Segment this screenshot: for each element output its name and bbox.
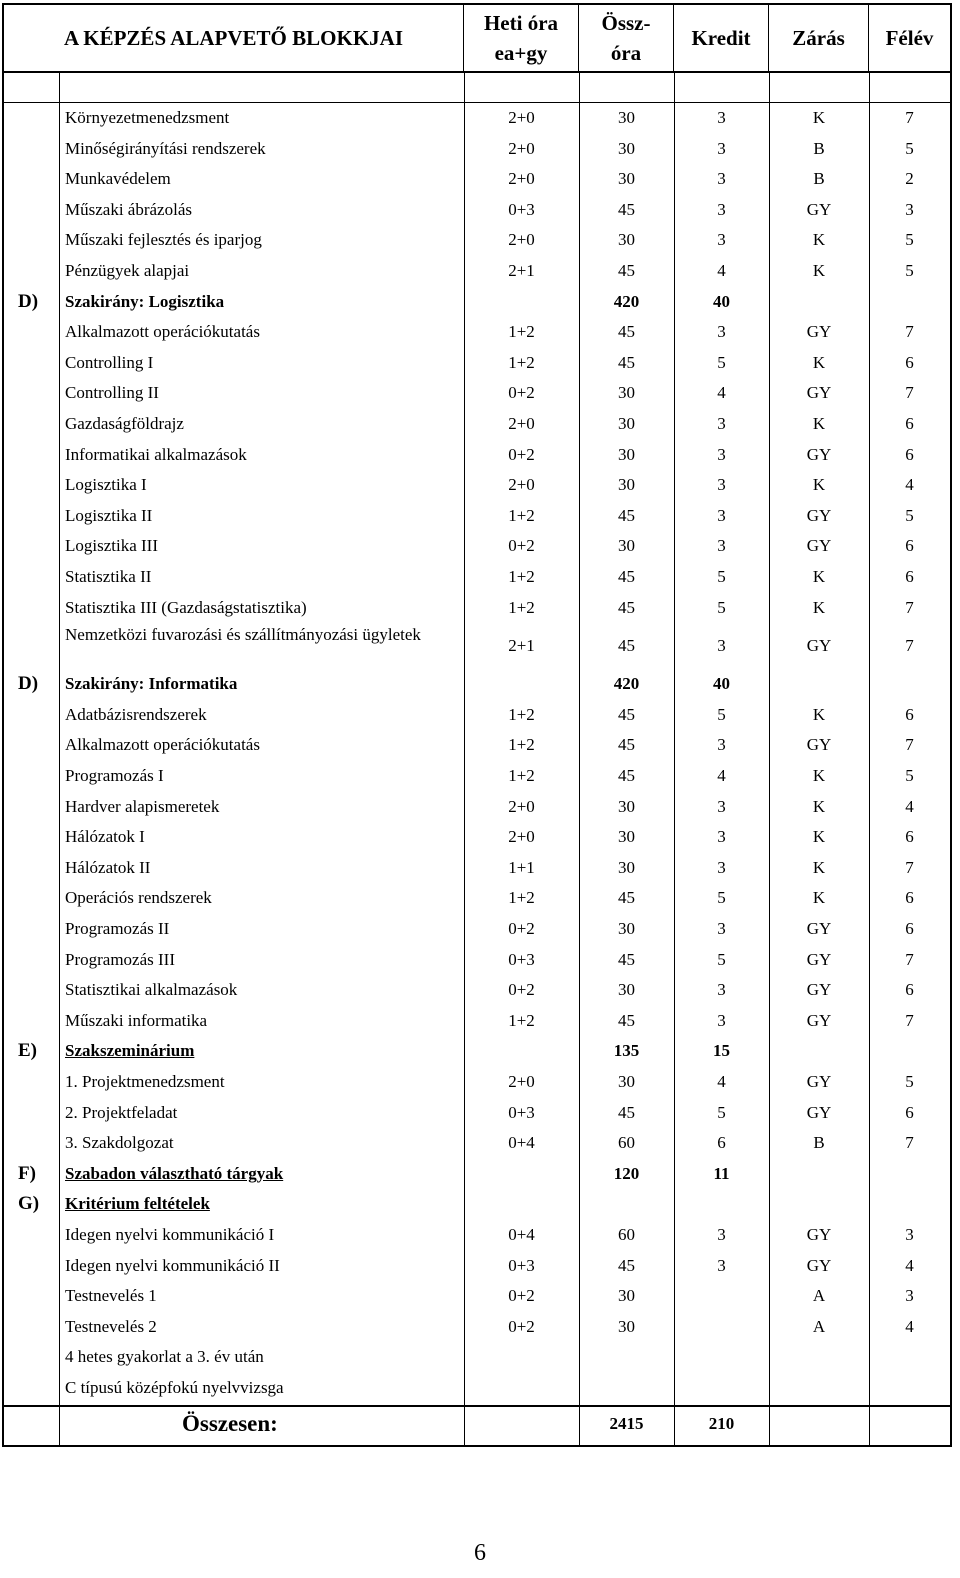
cell-ora: 30 (618, 1072, 635, 1091)
cell-zaras: K (812, 888, 826, 908)
cell-kredit: 3 (717, 169, 726, 189)
cell-felev: 6 (905, 444, 914, 464)
page-number: 6 (474, 1540, 486, 1566)
cell-ora: 30 (618, 138, 635, 158)
cell-kredit: 11 (713, 1163, 730, 1183)
cell-heti: 0+2 (508, 444, 535, 464)
cell-zaras: K (812, 352, 826, 372)
cell-ora: 45 (618, 636, 635, 656)
cell-felev: 6 (905, 888, 914, 908)
cell-kredit: 4 (717, 383, 726, 403)
table-row (4, 501, 950, 531)
cell-zaras: K (812, 230, 826, 250)
table-row (4, 317, 950, 347)
cell-zaras: GY (806, 1255, 832, 1275)
cell-kredit: 4 (717, 261, 726, 280)
cell-felev: 5 (905, 138, 914, 158)
table-header (4, 5, 950, 73)
cell-felev: 5 (905, 230, 914, 250)
cell-kredit: 5 (717, 888, 726, 908)
cell-name: Logisztika I (65, 475, 147, 495)
cell-kredit: 3 (717, 827, 726, 847)
cell-ora: 45 (618, 322, 635, 342)
cell-felev: 7 (905, 597, 914, 617)
cell-kredit: 3 (717, 414, 726, 433)
table-row (4, 531, 950, 561)
cell-felev: 7 (905, 636, 914, 656)
table-row (4, 440, 950, 470)
total-hours: 2415 (609, 1414, 644, 1433)
cell-kredit: 3 (717, 857, 726, 877)
cell-ora: 45 (618, 704, 635, 724)
cell-kredit: 40 (713, 291, 730, 311)
cell-felev: 7 (905, 108, 914, 127)
table-row (4, 378, 950, 408)
cell-felev: 5 (905, 1072, 914, 1091)
cell-zaras: K (812, 704, 826, 724)
cell-zaras: K (812, 766, 826, 785)
cell-kredit: 3 (717, 980, 726, 1000)
cell-felev: 7 (905, 949, 914, 969)
cell-felev: 7 (905, 1133, 914, 1153)
cell-name: Idegen nyelvi kommunikáció I (65, 1225, 275, 1244)
cell-felev: 3 (905, 1286, 914, 1306)
cell-heti: 0+4 (508, 1225, 535, 1244)
cell-ora: 420 (613, 291, 640, 311)
cell-zaras: B (813, 169, 825, 189)
cell-heti: 1+2 (508, 567, 535, 586)
header-total-hours (579, 5, 674, 71)
cell-heti: 0+2 (508, 1316, 535, 1336)
table-row (4, 409, 950, 439)
table-row (4, 225, 950, 255)
cell-heti: 2+0 (508, 108, 535, 127)
section-letter: E) (18, 1040, 37, 1062)
cell-heti: 0+3 (508, 1255, 535, 1275)
section-row (4, 1159, 950, 1189)
section-row (4, 287, 950, 317)
table-row (4, 945, 950, 975)
cell-name: Hálózatok I (65, 827, 145, 847)
cell-felev: 6 (905, 827, 914, 847)
cell-name: Szabadon választható tárgyak (65, 1163, 284, 1183)
cell-heti: 0+2 (508, 1286, 535, 1306)
header-title: A KÉPZÉS ALAPVETŐ BLOKKJAI (4, 5, 464, 71)
cell-ora: 30 (618, 980, 635, 1000)
cell-name: Logisztika II (65, 505, 153, 525)
cell-kredit: 5 (717, 352, 726, 372)
curriculum-table (2, 3, 952, 1447)
cell-ora: 30 (618, 383, 635, 403)
cell-kredit: 4 (717, 766, 726, 785)
cell-heti: 0+3 (508, 199, 535, 219)
cell-heti: 0+3 (508, 1102, 535, 1122)
cell-heti: 0+2 (508, 980, 535, 1000)
cell-name: Környezetmenedzsment (65, 108, 230, 127)
table-row (4, 562, 950, 592)
cell-ora: 30 (618, 1286, 635, 1306)
cell-zaras: GY (806, 1225, 832, 1244)
cell-zaras: K (812, 261, 826, 280)
cell-name: Programozás I (65, 766, 164, 785)
cell-ora: 30 (618, 475, 635, 495)
header-weekly-hours (464, 5, 579, 71)
table-row (4, 195, 950, 225)
table-row (4, 1251, 950, 1281)
cell-felev: 6 (905, 414, 914, 433)
cell-ora: 60 (618, 1133, 635, 1153)
header-total-hours-line2: óra (610, 41, 642, 65)
cell-heti: 1+2 (508, 766, 535, 785)
cell-zaras: GY (806, 199, 832, 219)
cell-felev: 3 (905, 199, 914, 219)
cell-zaras: K (812, 108, 826, 127)
cell-ora: 30 (618, 827, 635, 847)
table-row (4, 164, 950, 194)
cell-kredit: 40 (713, 674, 730, 694)
cell-name: Statisztikai alkalmazások (65, 980, 238, 1000)
cell-felev: 5 (905, 505, 914, 525)
cell-ora: 30 (618, 169, 635, 189)
cell-zaras: GY (806, 1102, 832, 1122)
cell-kredit: 5 (717, 567, 726, 586)
cell-zaras: GY (806, 444, 832, 464)
cell-name: Hardver alapismeretek (65, 796, 220, 816)
table-row (4, 792, 950, 822)
cell-heti: 1+2 (508, 352, 535, 372)
cell-ora: 45 (618, 352, 635, 372)
cell-name: Szakirány: Informatika (65, 674, 238, 694)
cell-heti: 2+0 (508, 138, 535, 158)
cell-name: Informatikai alkalmazások (65, 444, 247, 464)
cell-ora: 30 (618, 796, 635, 816)
cell-kredit: 3 (717, 138, 726, 158)
cell-kredit: 6 (717, 1133, 726, 1153)
cell-kredit: 3 (717, 919, 726, 938)
cell-heti: 1+2 (508, 597, 535, 617)
cell-kredit: 3 (717, 636, 726, 656)
cell-name: Hálózatok II (65, 857, 151, 877)
cell-name: Alkalmazott operációkutatás (65, 735, 260, 755)
cell-kredit: 4 (717, 1072, 726, 1091)
cell-zaras: K (812, 567, 826, 586)
cell-felev: 7 (905, 857, 914, 877)
cell-zaras: A (812, 1316, 826, 1336)
cell-kredit: 15 (713, 1041, 730, 1061)
cell-name: Testnevelés 2 (65, 1316, 157, 1336)
cell-zaras: GY (806, 949, 832, 969)
cell-kredit: 3 (717, 735, 726, 755)
cell-kredit: 3 (717, 444, 726, 464)
cell-heti: 1+2 (508, 322, 535, 342)
cell-zaras: GY (806, 505, 832, 525)
cell-ora: 45 (618, 1010, 635, 1030)
cell-name: Gazdaságföldrajz (65, 414, 184, 433)
header-total-hours-line1: Össz- (601, 11, 651, 35)
cell-ora: 30 (618, 536, 635, 556)
cell-ora: 30 (618, 414, 635, 433)
cell-name: Műszaki fejlesztés és iparjog (65, 230, 262, 250)
cell-ora: 135 (613, 1041, 640, 1061)
section-letter: D) (18, 290, 39, 312)
cell-felev: 6 (905, 980, 914, 1000)
table-row (4, 975, 950, 1005)
cell-zaras: B (813, 1133, 825, 1153)
cell-name: Adatbázisrendszerek (65, 704, 207, 724)
cell-zaras: K (812, 827, 826, 847)
cell-name: Programozás II (65, 919, 170, 938)
cell-name: Műszaki informatika (65, 1010, 208, 1030)
cell-name: Szakirány: Logisztika (65, 291, 225, 311)
cell-ora: 30 (618, 108, 635, 127)
cell-zaras: GY (806, 735, 832, 755)
cell-zaras: GY (806, 919, 832, 938)
cell-zaras: GY (806, 1010, 832, 1030)
cell-felev: 7 (905, 1010, 914, 1030)
cell-heti: 2+1 (508, 261, 535, 280)
table-row (4, 593, 950, 623)
cell-felev: 6 (905, 1102, 914, 1122)
cell-name: Controlling II (65, 383, 159, 403)
cell-heti: 2+0 (508, 169, 535, 189)
cell-heti: 1+1 (508, 857, 535, 877)
cell-kredit: 3 (717, 230, 726, 250)
cell-kredit: 5 (717, 597, 726, 617)
cell-ora: 30 (618, 919, 635, 938)
cell-kredit: 5 (717, 704, 726, 724)
cell-felev: 6 (905, 919, 914, 938)
cell-kredit: 3 (717, 796, 726, 816)
cell-ora: 30 (618, 230, 635, 250)
cell-name: Pénzügyek alapjai (65, 261, 190, 280)
table-row (4, 1312, 950, 1342)
header-closing: Zárás (769, 5, 869, 71)
column-divider (769, 73, 770, 1445)
table-row (4, 1342, 950, 1372)
cell-kredit: 3 (717, 199, 726, 219)
cell-felev: 4 (905, 475, 914, 495)
cell-name: 4 hetes gyakorlat a 3. év után (65, 1347, 264, 1367)
cell-felev: 7 (905, 735, 914, 755)
column-divider (674, 73, 675, 1445)
cell-ora: 45 (618, 735, 635, 755)
table-row (4, 853, 950, 883)
cell-kredit: 3 (717, 505, 726, 525)
section-letter: F) (18, 1162, 36, 1184)
cell-zaras: GY (806, 980, 832, 1000)
cell-name: Statisztika III (Gazdaságstatisztika) (65, 597, 307, 617)
cell-heti: 0+2 (508, 536, 535, 556)
total-row (4, 1405, 950, 1443)
cell-kredit: 3 (717, 1225, 726, 1244)
cell-heti: 0+4 (508, 1133, 535, 1153)
cell-zaras: GY (806, 322, 832, 342)
cell-felev: 7 (905, 383, 914, 403)
cell-felev: 4 (905, 1255, 914, 1275)
table-row (4, 761, 950, 791)
row-divider (4, 102, 950, 103)
cell-heti: 2+0 (508, 230, 535, 250)
cell-zaras: K (812, 597, 826, 617)
table-row (4, 1220, 950, 1250)
cell-name: Programozás III (65, 949, 175, 969)
cell-zaras: K (812, 475, 826, 495)
cell-name: 3. Szakdolgozat (65, 1133, 174, 1153)
cell-heti: 1+2 (508, 888, 535, 908)
table-row (4, 134, 950, 164)
cell-ora: 30 (618, 1316, 635, 1336)
section-letter: D) (18, 673, 39, 695)
cell-name: Munkavédelem (65, 169, 171, 189)
cell-ora: 45 (618, 199, 635, 219)
cell-name: 1. Projektmenedzsment (65, 1072, 225, 1091)
cell-ora: 45 (618, 567, 635, 586)
cell-kredit: 3 (717, 322, 726, 342)
cell-felev: 6 (905, 536, 914, 556)
cell-ora: 45 (618, 1102, 635, 1122)
cell-kredit: 3 (717, 536, 726, 556)
cell-zaras: GY (806, 536, 832, 556)
header-weekly-hours-line1: Heti óra (483, 11, 559, 35)
section-row (4, 1189, 950, 1219)
cell-zaras: GY (806, 636, 832, 656)
section-letter: G) (18, 1193, 40, 1215)
cell-heti: 1+2 (508, 505, 535, 525)
cell-heti: 0+2 (508, 383, 535, 403)
cell-kredit: 3 (717, 108, 726, 127)
cell-ora: 45 (618, 597, 635, 617)
cell-felev: 2 (905, 169, 914, 189)
column-divider (464, 73, 465, 1445)
cell-felev: 7 (905, 322, 914, 342)
cell-ora: 45 (618, 766, 635, 785)
cell-name: Minőségirányítási rendszerek (65, 138, 266, 158)
cell-felev: 6 (905, 352, 914, 372)
cell-ora: 30 (618, 444, 635, 464)
cell-heti: 0+3 (508, 949, 535, 969)
section-row (4, 1036, 950, 1066)
cell-name: Alkalmazott operációkutatás (65, 322, 260, 342)
cell-heti: 2+0 (508, 796, 535, 816)
table-row (4, 470, 950, 500)
table-row (4, 822, 950, 852)
cell-zaras: GY (806, 383, 832, 403)
total-credit: 210 (708, 1414, 735, 1433)
cell-zaras: GY (806, 1072, 832, 1091)
cell-kredit: 3 (717, 1255, 726, 1275)
cell-name: Szakszeminárium (65, 1041, 195, 1061)
total-label: Összesen: (182, 1411, 278, 1436)
cell-zaras: A (812, 1286, 826, 1306)
table-row (4, 256, 950, 286)
cell-ora: 45 (618, 888, 635, 908)
table-row (4, 700, 950, 730)
cell-felev: 3 (905, 1225, 914, 1244)
cell-heti: 1+2 (508, 735, 535, 755)
cell-felev: 6 (905, 704, 914, 724)
table-row (4, 348, 950, 378)
cell-heti: 2+0 (508, 475, 535, 495)
cell-heti: 0+2 (508, 919, 535, 938)
cell-ora: 30 (618, 857, 635, 877)
cell-zaras: K (812, 414, 826, 433)
cell-ora: 45 (618, 1255, 635, 1275)
cell-ora: 45 (618, 949, 635, 969)
cell-zaras: K (812, 796, 826, 816)
header-weekly-hours-line2: ea+gy (494, 41, 548, 65)
cell-ora: 60 (618, 1225, 635, 1244)
table-row (4, 623, 950, 669)
cell-name: C típusú középfokú nyelvvizsga (65, 1378, 284, 1397)
cell-zaras: K (812, 857, 826, 877)
cell-name: Testnevelés 1 (65, 1286, 157, 1306)
cell-name: Kritérium feltételek (65, 1194, 210, 1214)
cell-felev: 4 (905, 796, 914, 816)
cell-kredit: 3 (717, 475, 726, 495)
column-divider (579, 73, 580, 1445)
cell-heti: 2+0 (508, 1072, 535, 1091)
cell-heti: 2+0 (508, 414, 535, 433)
column-divider (869, 73, 870, 1445)
cell-ora: 120 (613, 1163, 640, 1183)
cell-name: Controlling I (65, 352, 154, 372)
table-row (4, 1128, 950, 1158)
cell-heti: 1+2 (508, 1010, 535, 1030)
cell-name: Logisztika III (65, 536, 158, 556)
table-row (4, 1281, 950, 1311)
cell-kredit: 3 (717, 1010, 726, 1030)
cell-name: 2. Projektfeladat (65, 1102, 178, 1122)
table-row (4, 914, 950, 944)
header-credit: Kredit (674, 5, 769, 71)
cell-name: Nemzetközi fuvarozási és szállítmányozási ügyletek (65, 625, 421, 645)
cell-name: Idegen nyelvi kommunikáció II (65, 1255, 280, 1275)
cell-heti: 2+1 (508, 636, 535, 656)
column-divider (59, 73, 60, 1445)
cell-zaras: B (813, 138, 825, 158)
table-row (4, 730, 950, 760)
table-row (4, 883, 950, 913)
cell-name: Műszaki ábrázolás (65, 199, 192, 219)
table-row (4, 1098, 950, 1128)
table-row (4, 1006, 950, 1036)
cell-kredit: 5 (717, 1102, 726, 1122)
table-row (4, 1373, 950, 1403)
cell-heti: 1+2 (508, 704, 535, 724)
cell-felev: 5 (905, 766, 914, 785)
cell-felev: 4 (905, 1316, 914, 1336)
cell-ora: 420 (613, 674, 640, 694)
cell-felev: 6 (905, 567, 914, 586)
cell-name: Statisztika II (65, 567, 152, 586)
cell-ora: 45 (618, 261, 635, 280)
section-row (4, 669, 950, 699)
table-body (4, 73, 950, 1445)
table-row (4, 103, 950, 133)
cell-heti: 2+0 (508, 827, 535, 847)
cell-name: Operációs rendszerek (65, 888, 212, 908)
table-row (4, 1067, 950, 1097)
header-semester: Félév (885, 25, 934, 50)
cell-kredit: 5 (717, 949, 726, 969)
cell-felev: 5 (905, 261, 914, 280)
cell-ora: 45 (618, 505, 635, 525)
